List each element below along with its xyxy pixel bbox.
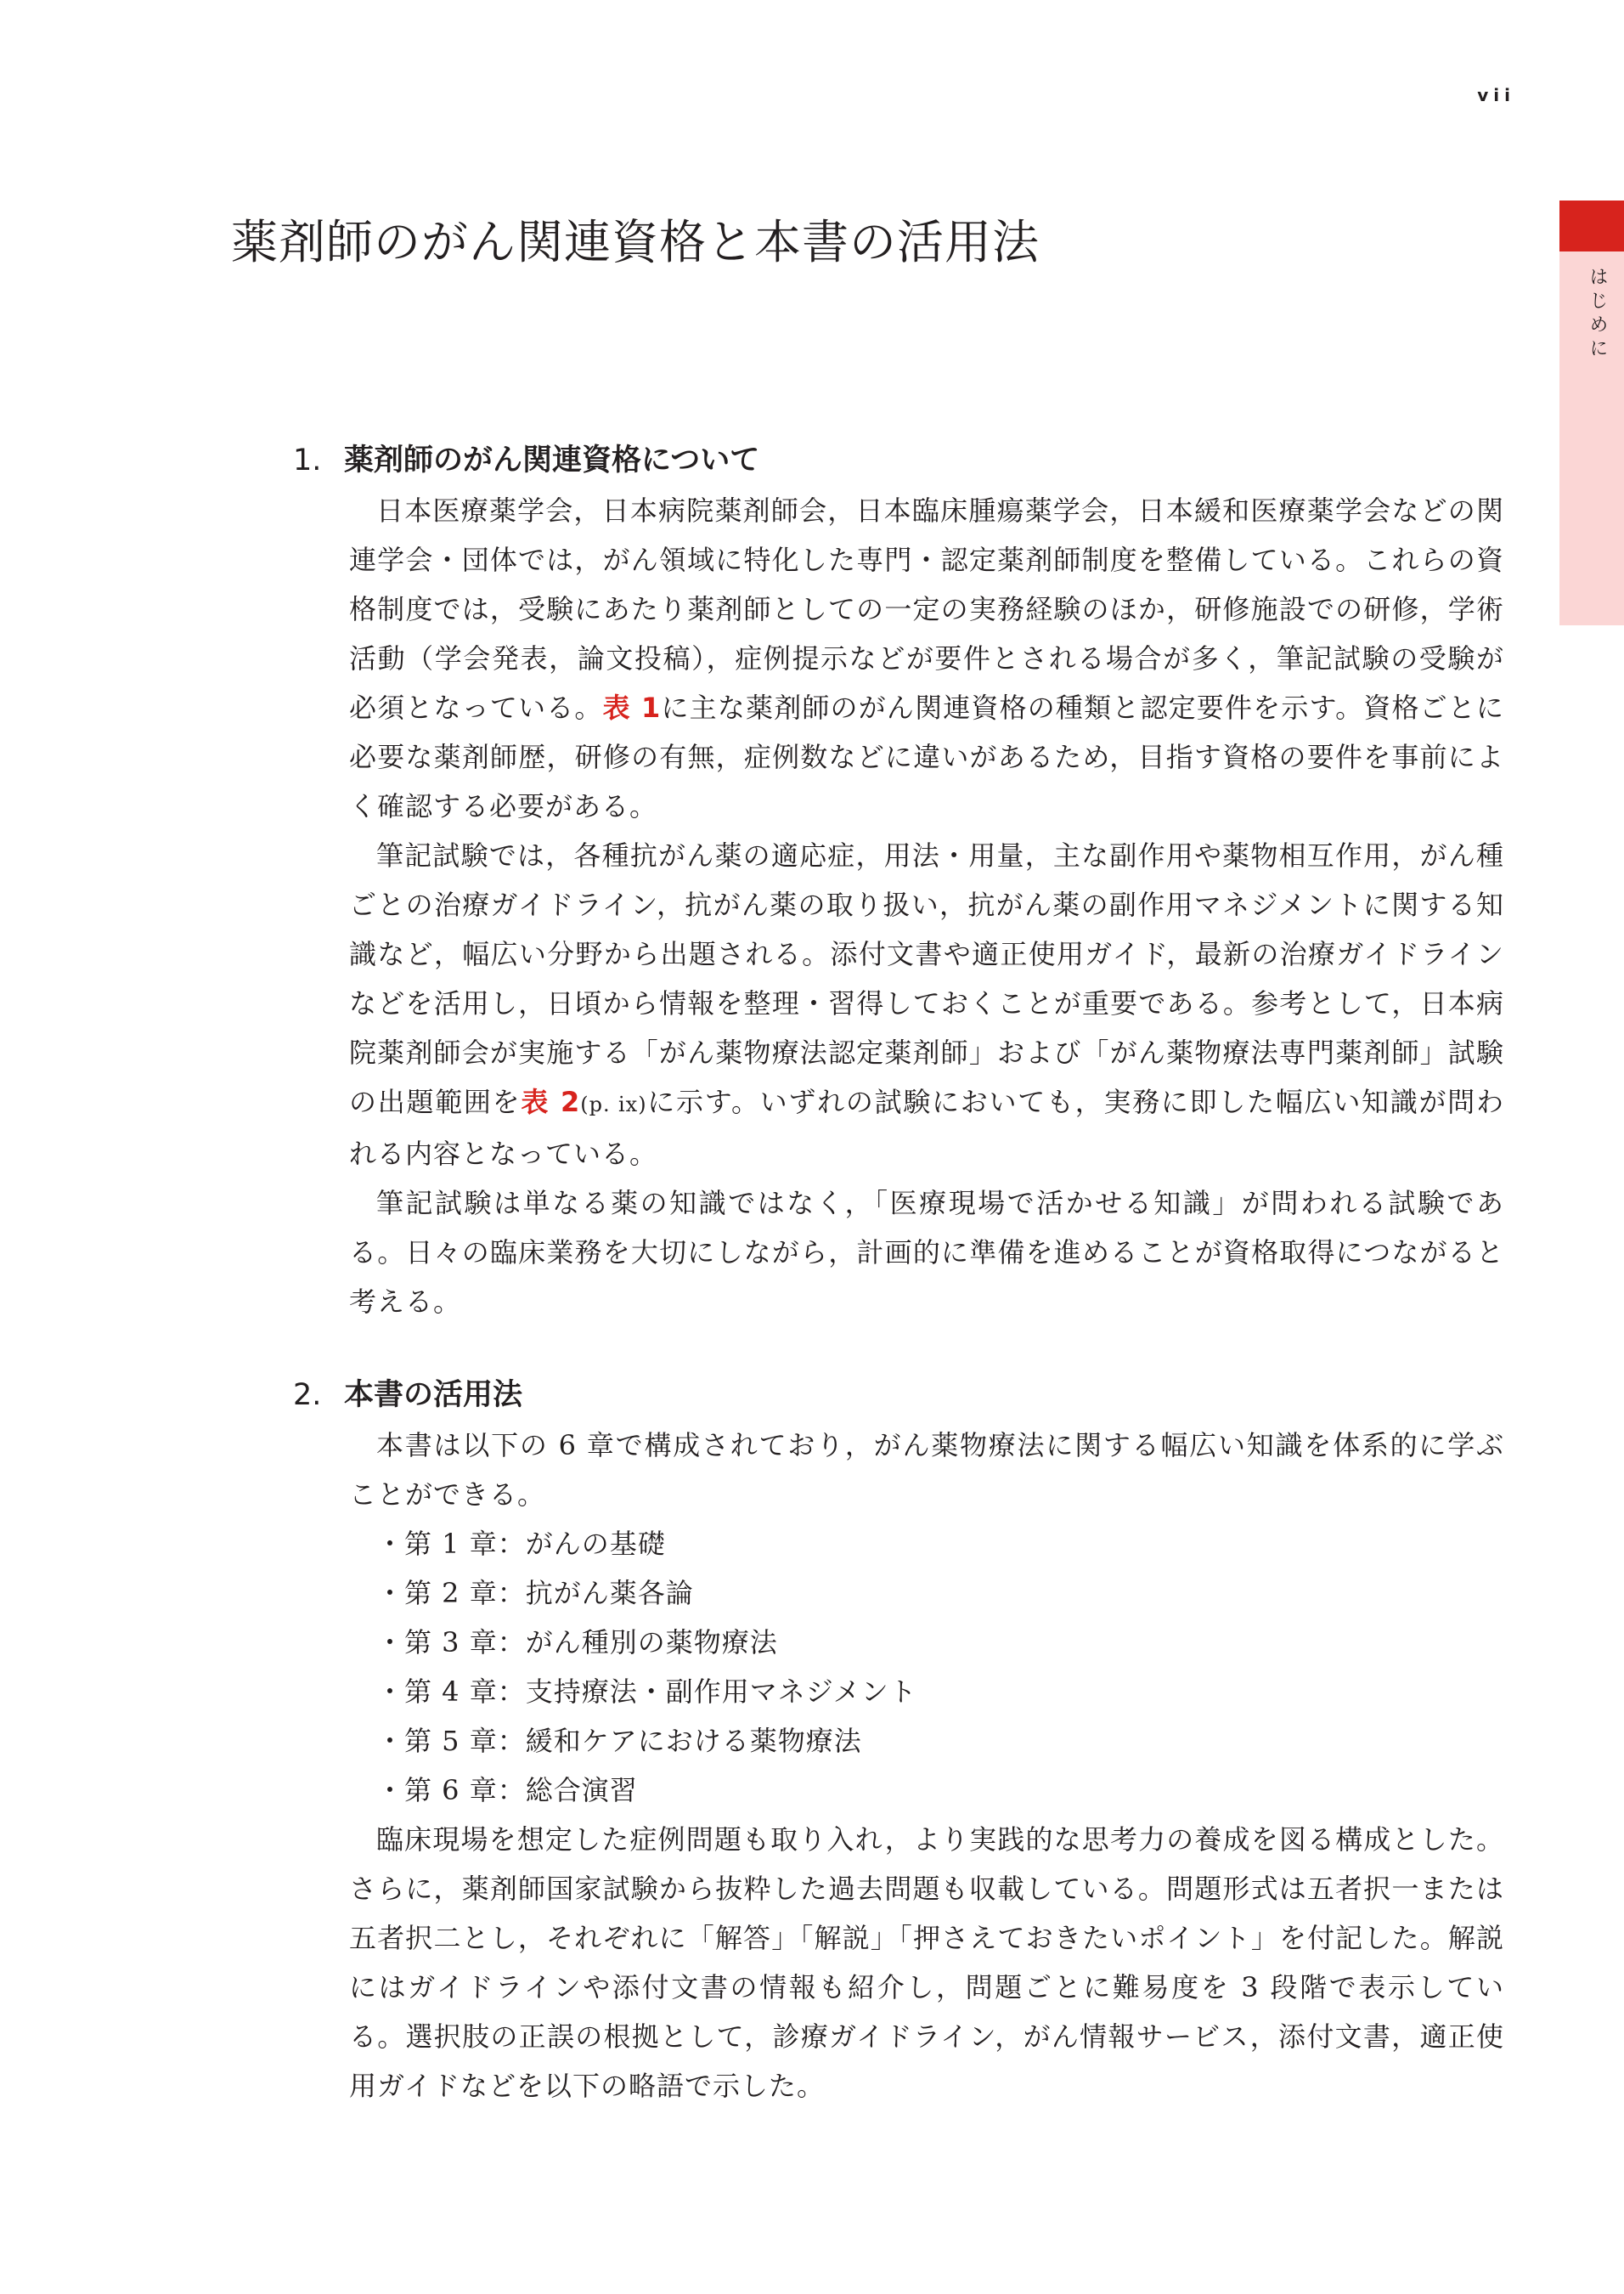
page-title: 薬剤師のがん関連資格と本書の活用法 [231,215,1040,269]
section-qualifications [293,435,1508,1326]
list-item: ・第 2 章：抗がん薬各論 [376,1577,694,1609]
section-title: 本書の活用法 [344,1378,523,1412]
list-item: ・第 1 章：がんの基礎 [376,1528,666,1560]
section-number: 1. [293,444,322,477]
section-how-to-use [293,1370,1508,2110]
section-body [349,486,1504,1326]
list-item: ・第 3 章：がん種別の薬物療法 [376,1626,778,1658]
paragraph-text: に示す。いずれの試験においても，実務に即した幅広い知識が問われる内容となっている。 [349,1086,1504,1170]
paragraph: 臨床現場を想定した症例問題も取り入れ，より実践的な思考力の養成を図る構成とした。さらに，薬剤師国家試験から抜粋した過去問題も収載している。問題形式は五者択一または五者択二とし，それぞれに「解答」「解説」「押さえておきたいポイント」を付記した。解説にはガイドラインや添付文書の情報も紹介し，問題ごとに難易度を 3 段階で表示している。選択肢の正誤の根拠として，診療ガイドライン，がん情報サービス，添付文書，適正使用ガイドなどを以下の略語で示した。 [349,1823,1504,2102]
list-item: ・第 6 章：総合演習 [376,1774,638,1806]
paragraph-text: 日本医療薬学会，日本病院薬剤師会，日本臨床腫瘍薬学会，日本緩和医療薬学会などの関連学会・団体では，がん領域に特化した専門・認定薬剤師制度を整備している。これらの資格制度では，受験にあたり薬剤師としての一定の実務経験のほか，研修施設での研修，学術活動（学会発表，論文投稿），症例提示などが要件とされる場合が多く，筆記試験の受験が必須となっている。 [349,494,1504,724]
paragraph-text: 筆記試験では，各種抗がん薬の適応症，用法・用量，主な副作用や薬物相互作用，がん種ごとの治療ガイドライン，抗がん薬の取り扱い，抗がん薬の副作用マネジメントに関する知識など，幅広い分野から出題される。添付文書や適正使用ガイド，最新の治療ガイドラインなどを活用し，日頃から情報を整理・習得しておくことが重要である。参考として，日本病院薬剤師会が実施する「がん薬物療法認定薬剤師」および「がん薬物療法専門薬剤師」試験の出題範囲を [349,839,1504,1118]
section-body [349,1421,1504,2110]
paragraph: 筆記試験は単なる薬の知識ではなく，「医療現場で活かせる知識」が問われる試験である。日々の臨床業務を大切にしながら，計画的に準備を進めることが資格取得につながると考える。 [349,1187,1504,1318]
chapter-list [349,1519,1504,1815]
section-number: 2. [293,1378,322,1412]
page-number: vii [1477,85,1515,105]
paragraph [349,831,1504,1178]
side-tab-label: はじめに [1587,267,1608,362]
section-heading-qualifications [293,435,1508,486]
paragraph: 本書は以下の 6 章で構成されており，がん薬物療法に関する幅広い知識を体系的に学ぶことができる。 [349,1429,1504,1511]
list-item: ・第 5 章：緩和ケアにおける薬物療法 [376,1725,862,1757]
paragraph [349,486,1504,831]
section-title: 薬剤師のがん関連資格について [344,444,760,477]
table-reference: 表 2 [521,1086,581,1118]
paragraph-text: に主な薬剤師のがん関連資格の種類と認定要件を示す。資格ごとに必要な薬剤師歴，研修の有無，症例数などに違いがあるため，目指す資格の要件を事前によく確認する必要がある。 [349,692,1504,822]
section-heading-how-to-use [293,1370,1508,1421]
list-item: ・第 4 章：支持療法・副作用マネジメント [376,1675,917,1708]
side-tab-marker [1559,201,1624,251]
table-reference: 表 1 [602,692,662,724]
page-reference: (p. ix) [580,1093,647,1116]
